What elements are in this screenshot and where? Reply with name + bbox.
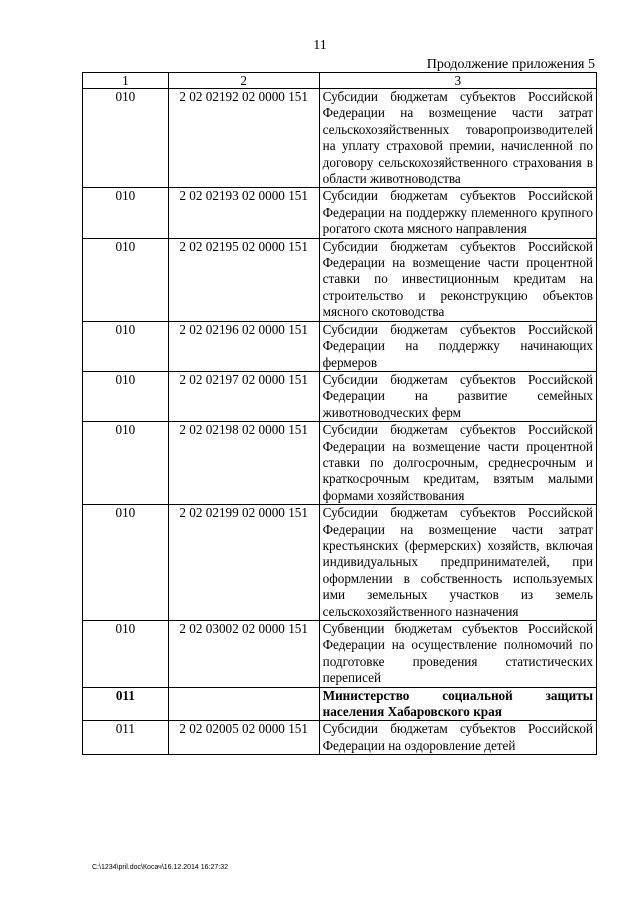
revenue-code-cell: 2 02 02196 02 0000 151 (168, 321, 319, 371)
table-row (83, 89, 597, 188)
table-row (83, 721, 597, 755)
revenue-code-cell: 2 02 02197 02 0000 151 (168, 371, 319, 421)
description-cell: Субвенции бюджетам субъектов Российской Федерации на осуществление полномочий по подготовке проведения статистических переписей (319, 621, 596, 688)
admin-code-cell: 011 (83, 721, 169, 755)
table-header-row (83, 73, 597, 89)
admin-code-cell: 010 (83, 321, 169, 371)
description-cell: Субсидии бюджетам субъектов Российской Федерации на оздоровление детей (319, 721, 596, 755)
description-cell: Субсидии бюджетам субъектов Российской Федерации на возмещение части процентной ставки по долгосрочным, среднесрочным и краткосрочным кредитам, взятым малыми формами хозяйствования (319, 422, 596, 505)
header-col-2: 2 (168, 73, 319, 89)
admin-code-cell: 010 (83, 188, 169, 238)
header-col-1: 1 (83, 73, 169, 89)
revenue-code-cell: 2 02 03002 02 0000 151 (168, 621, 319, 688)
description-cell: Субсидии бюджетам субъектов Российской Федерации на развитие семейных животноводческих ферм (319, 371, 596, 421)
admin-code-cell: 010 (83, 238, 169, 321)
admin-code-cell: 010 (83, 505, 169, 621)
description-cell: Субсидии бюджетам субъектов Российской Федерации на возмещение части затрат крестьянских (фермерских) хозяйств, включая индивидуальных предпринимателей, при оформлении в собственность используемых ими земельных участков из земель сельскохозяйственного назначения (319, 505, 596, 621)
page-number: 11 (313, 38, 327, 53)
revenue-code-cell: 2 02 02199 02 0000 151 (168, 505, 319, 621)
table-row (83, 422, 597, 505)
table-row (83, 321, 597, 371)
revenue-code-cell: 2 02 02005 02 0000 151 (168, 721, 319, 755)
revenue-code-cell: 2 02 02193 02 0000 151 (168, 188, 319, 238)
continuation-note: Продолжение приложения 5 (426, 57, 595, 72)
admin-code-cell: 010 (83, 621, 169, 688)
revenue-code-cell: 2 02 02195 02 0000 151 (168, 238, 319, 321)
revenue-code-cell: 2 02 02198 02 0000 151 (168, 422, 319, 505)
description-cell: Субсидии бюджетам субъектов Российской Федерации на возмещение части затрат сельскохозяйственных товаропроизводителей на уплату страховой премии, начисленной по договору сельскохозяйственного страхования в области животноводства (319, 89, 596, 188)
header-col-3: 3 (319, 73, 596, 89)
admin-code-cell: 010 (83, 89, 169, 188)
description-cell: Субсидии бюджетам субъектов Российской Федерации на поддержку начинающих фермеров (319, 321, 596, 371)
admin-code-cell: 010 (83, 371, 169, 421)
table-row (83, 505, 597, 621)
admin-code-cell: 010 (83, 422, 169, 505)
table-row-section-heading (83, 687, 597, 721)
description-cell: Субсидии бюджетам субъектов Российской Федерации на возмещение части процентной ставки по инвестиционным кредитам на строительство и реконструкцию объектов мясного скотоводства (319, 238, 596, 321)
budget-codes-table (82, 72, 597, 755)
table-row (83, 621, 597, 688)
description-cell: Субсидии бюджетам субъектов Российской Федерации на поддержку племенного крупного рогатого скота мясного направления (319, 188, 596, 238)
revenue-code-cell: 2 02 02192 02 0000 151 (168, 89, 319, 188)
table-row (83, 371, 597, 421)
admin-code-cell: 011 (83, 687, 169, 721)
table-row (83, 238, 597, 321)
table-row (83, 188, 597, 238)
revenue-code-cell (168, 687, 319, 721)
footer-file-path: C:\1234\pril.doc\Косач\16.12.2014 16:27:32 (92, 864, 229, 871)
ministry-name-cell: Министерство социальной защиты населения Хабаровского края (319, 687, 596, 721)
